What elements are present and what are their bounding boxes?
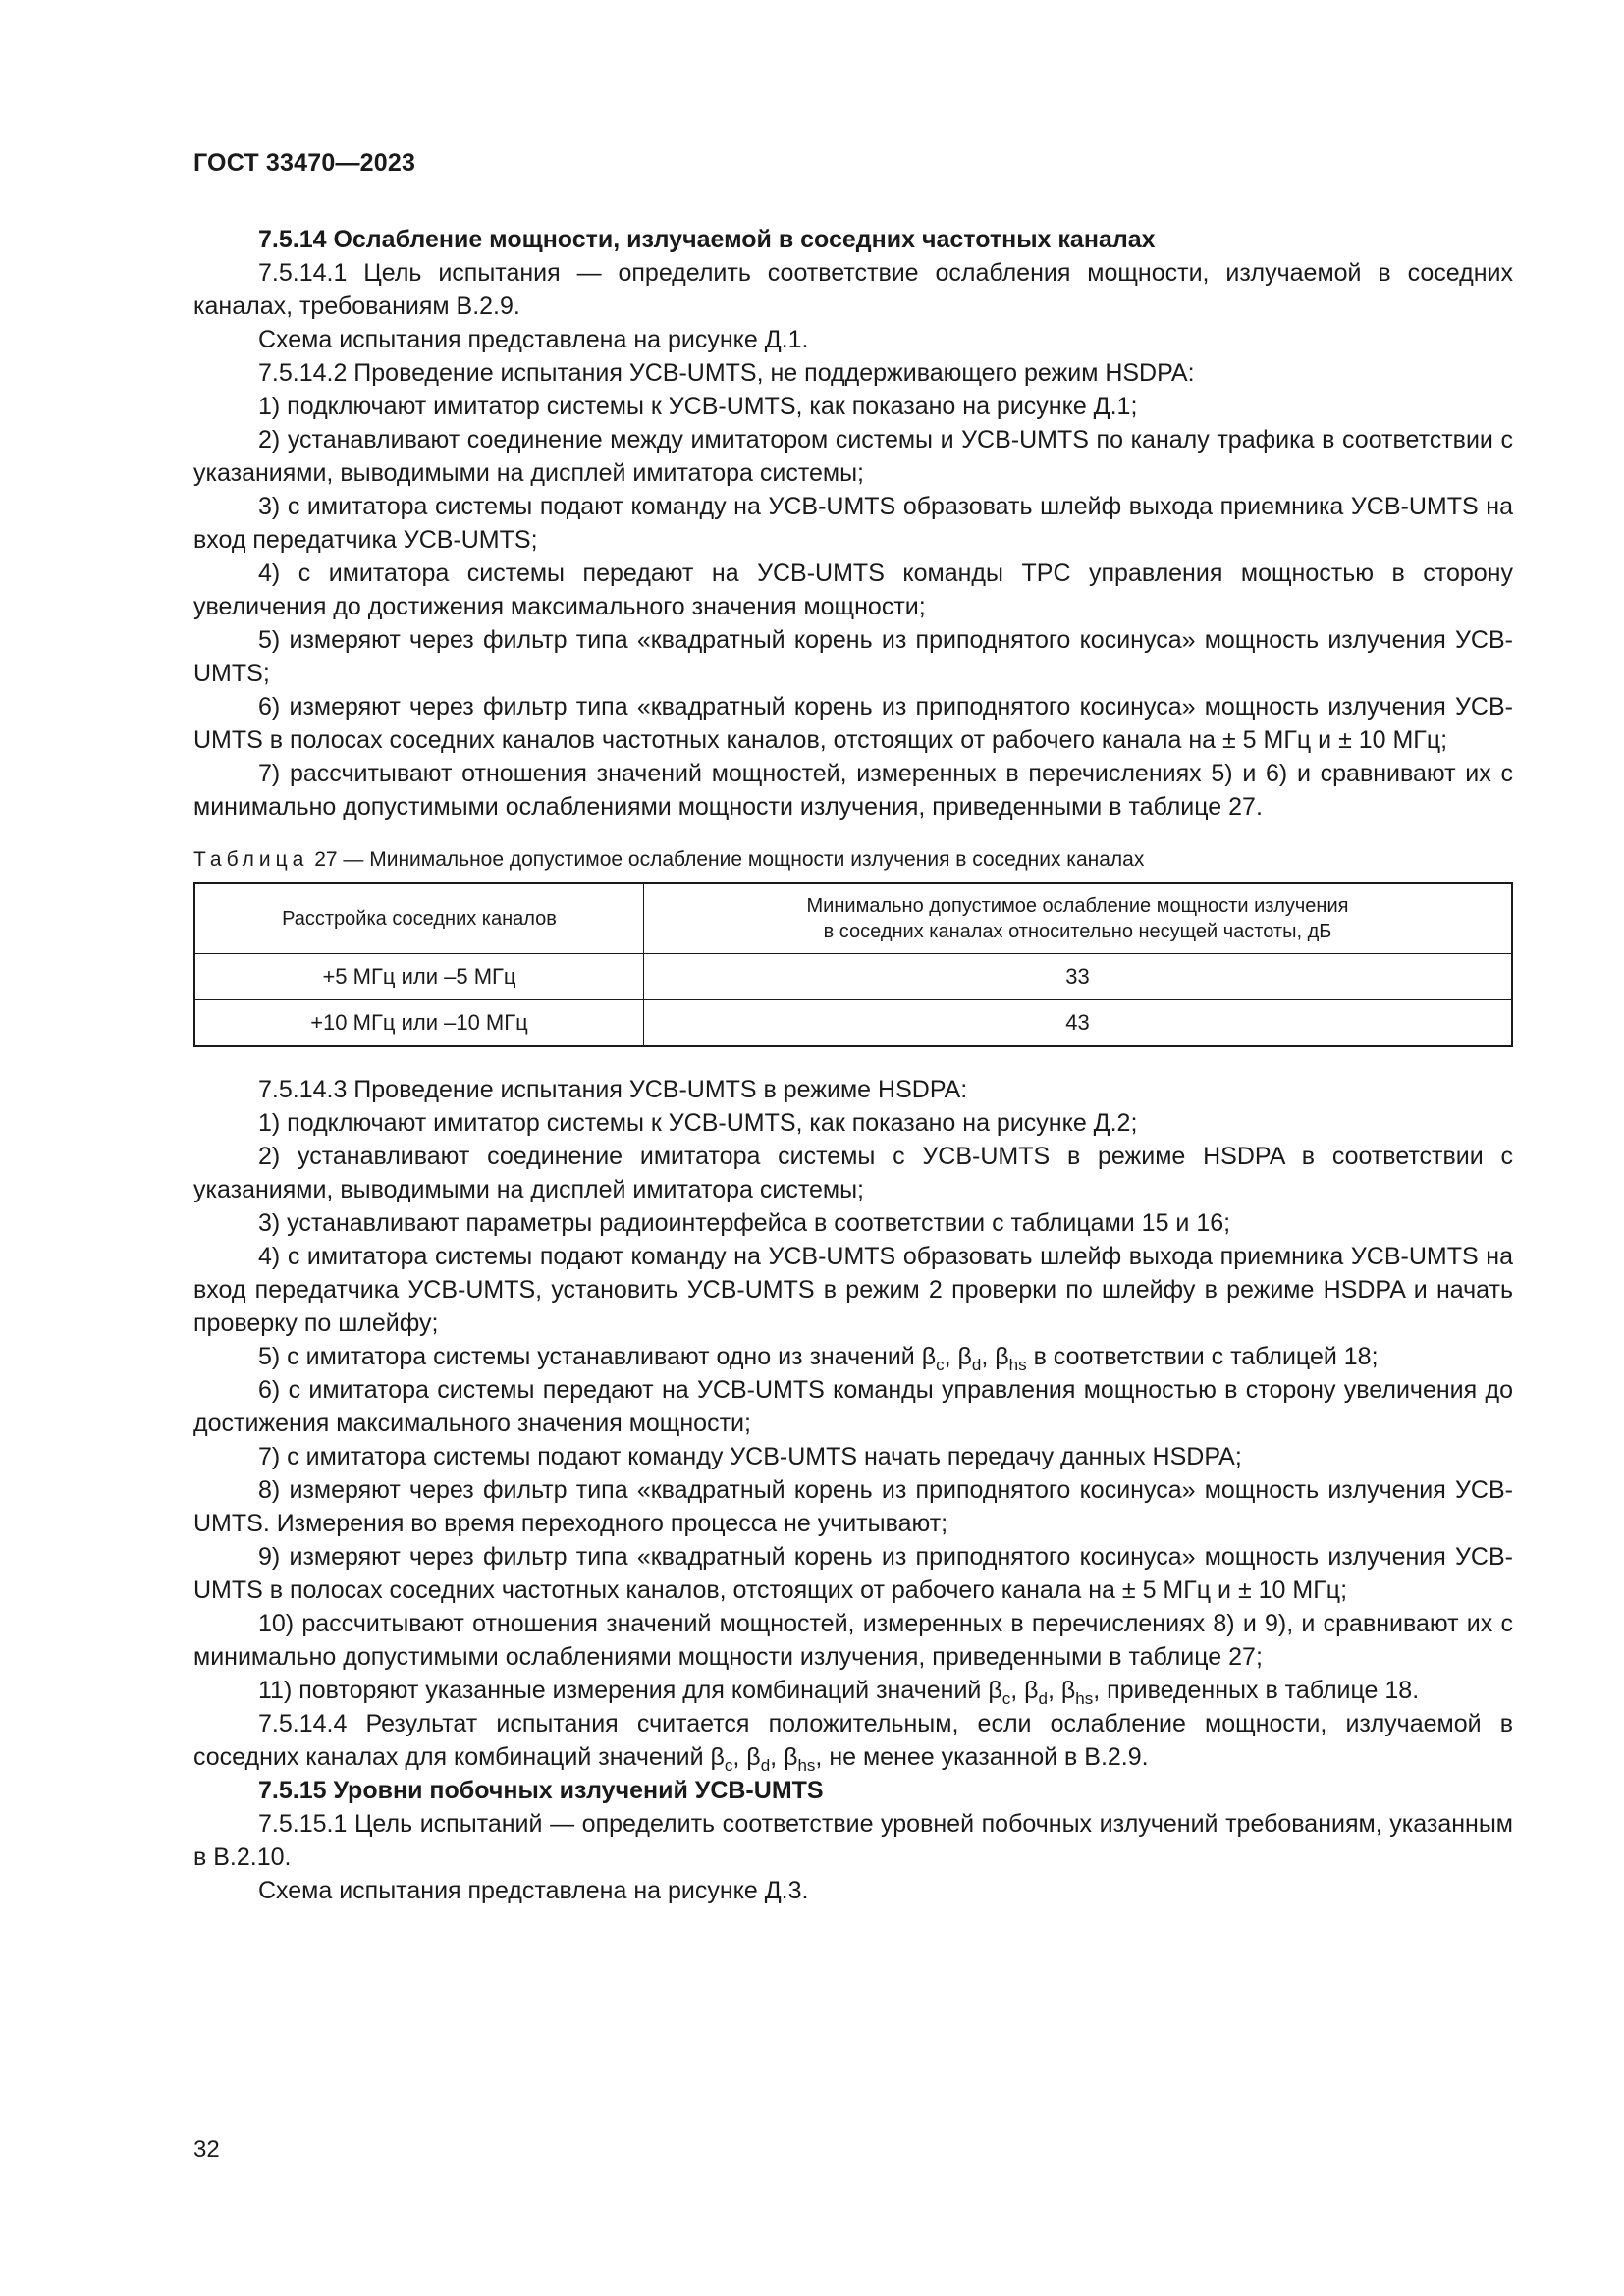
table-27-caption bbox=[193, 845, 1513, 875]
list-item: 5) измеряют через фильтр типа «квадратный корень из приподнятого косинуса» мощность излучения УСВ-UMTS; bbox=[193, 626, 1513, 687]
table-row bbox=[194, 954, 1512, 1000]
table-cell-offset: +5 МГц или –5 МГц bbox=[194, 954, 644, 1000]
document-header: ГОСТ 33470—2023 bbox=[193, 149, 416, 177]
list-item: 7) рассчитывают отношения значений мощностей, измеренных в перечислениях 5) и 6) и сравнивают их с минимально допустимыми ослаблениями мощности излучения, приведенными в таблице 27. bbox=[193, 760, 1513, 821]
table-cell-value: 33 bbox=[644, 954, 1513, 1000]
paragraph-7-5-14-4: 7.5.14.4 Результат испытания считается положительным, если ослабление мощности, излучаемой в соседних каналах для комбинаций значений $\beta_c$, $\beta_d$, $\beta_{hs}$, не менее указанной в В.2.9. bbox=[193, 1710, 1513, 1775]
table-row bbox=[194, 1000, 1512, 1047]
table-header-row bbox=[194, 883, 1512, 954]
list-item-beta-values: 5) с имитатора системы устанавливают одно из значений $\beta_c$, $\beta_d$, $\beta_{hs}$ в соответствии с таблицей 18; bbox=[258, 1343, 1379, 1374]
list-item: 3) устанавливают параметры радиоинтерфейса в соответствии с таблицами 15 и 16; bbox=[258, 1209, 1231, 1237]
table-cell-value: 43 bbox=[644, 1000, 1513, 1047]
list-item: 6) с имитатора системы передают на УСВ-UMTS команды управления мощностью в сторону увеличения до достижения максимального значения мощности; bbox=[193, 1376, 1513, 1437]
list-item: 8) измеряют через фильтр типа «квадратный корень из приподнятого косинуса» мощность излучения УСВ-UMTS. Измерения во время переходного процесса не учитывают; bbox=[193, 1476, 1513, 1537]
column-header-offset: Расстройка соседних каналов bbox=[194, 883, 644, 954]
section-7-5-14-title: 7.5.14 Ослабление мощности, излучаемой в соседних частотных каналах bbox=[258, 226, 1156, 253]
paragraph-7-5-14-1: 7.5.14.1 Цель испытания — определить соответствие ослабления мощности, излучаемой в соседних каналах, требованиям В.2.9. bbox=[193, 259, 1513, 320]
list-item: 7) с имитатора системы подают команду УСВ-UMTS начать передачу данных HSDPA; bbox=[258, 1443, 1242, 1470]
column-header-line: Минимально допустимое ослабление мощности излучения bbox=[806, 895, 1349, 917]
list-item: 10) рассчитывают отношения значений мощностей, измеренных в перечислениях 8) и 9), и сравнивают их с минимально допустимыми ослаблениями мощности излучения, приведенными в таблице 27; bbox=[193, 1610, 1513, 1671]
list-item: 6) измеряют через фильтр типа «квадратный корень из приподнятого косинуса» мощность излучения УСВ-UMTS в полосах соседних каналов частотных каналов, отстоящих от рабочего канала на ± 5 МГц и ± 10 МГц; bbox=[193, 693, 1513, 754]
section-7-5-15-title: 7.5.15 Уровни побочных излучений УСВ-UMTS bbox=[258, 1777, 824, 1804]
column-header-line: в соседних каналах относительно несущей частоты, дБ bbox=[823, 921, 1332, 942]
list-item: 3) с имитатора системы подают команду на УСВ-UMTS образовать шлейф выхода приемника УСВ-UMTS на вход передатчика УСВ-UMTS; bbox=[193, 493, 1513, 554]
list-item-repeat-measurements: 11) повторяют указанные измерения для комбинаций значений $\beta_c$, $\beta_d$, $\beta_{hs}$, приведенных в таблице 18. bbox=[258, 1677, 1420, 1708]
paragraph-scheme-d1: Схема испытания представлена на рисунке Д.1. bbox=[258, 326, 809, 353]
list-item: 2) устанавливают соединение между имитатором системы и УСВ-UMTS по каналу трафика в соответствии с указаниями, выводимыми на дисплей имитатора системы; bbox=[193, 426, 1513, 487]
list-item: 1) подключают имитатор системы к УСВ-UMTS, как показано на рисунке Д.1; bbox=[258, 393, 1138, 420]
table-caption-label: Таблица bbox=[193, 848, 309, 871]
list-item: 9) измеряют через фильтр типа «квадратный корень из приподнятого косинуса» мощность излучения УСВ-UMTS в полосах соседних частотных каналов, отстоящих от рабочего канала на ± 5 МГц и ± 10 МГц; bbox=[193, 1543, 1513, 1604]
list-item: 4) с имитатора системы подают команду на УСВ-UMTS образовать шлейф выхода приемника УСВ-UMTS на вход передатчика УСВ-UMTS, установить УСВ-UMTS в режим 2 проверки по шлейфу в режиме HSDPA и начать проверку по шлейфу; bbox=[193, 1243, 1513, 1337]
paragraph-7-5-14-2: 7.5.14.2 Проведение испытания УСВ-UMTS, не поддерживающего режим HSDPA: bbox=[258, 359, 1195, 387]
list-item: 2) устанавливают соединение имитатора системы с УСВ-UMTS в режиме HSDPA в соответствии с указаниями, выводимыми на дисплей имитатора системы; bbox=[193, 1143, 1513, 1203]
table-cell-offset: +10 МГц или –10 МГц bbox=[194, 1000, 644, 1047]
table-27 bbox=[193, 882, 1513, 1047]
document-body bbox=[193, 223, 1513, 1907]
column-header-attenuation bbox=[644, 883, 1513, 954]
list-item: 4) с имитатора системы передают на УСВ-UMTS команды TPC управления мощностью в сторону увеличения до достижения максимального значения мощности; bbox=[193, 560, 1513, 620]
paragraph-7-5-15-1: 7.5.15.1 Цель испытаний — определить соответствие уровней побочных излучений требованиям, указанным в В.2.10. bbox=[193, 1810, 1513, 1871]
list-item: 1) подключают имитатор системы к УСВ-UMTS, как показано на рисунке Д.2; bbox=[258, 1109, 1138, 1137]
table-caption-text: 27 — Минимальное допустимое ослабление мощности излучения в соседних каналах bbox=[314, 848, 1145, 871]
page-number: 32 bbox=[193, 2136, 220, 2163]
paragraph-scheme-d3: Схема испытания представлена на рисунке Д.3. bbox=[258, 1877, 809, 1904]
paragraph-7-5-14-3: 7.5.14.3 Проведение испытания УСВ-UMTS в режиме HSDPA: bbox=[258, 1076, 968, 1103]
